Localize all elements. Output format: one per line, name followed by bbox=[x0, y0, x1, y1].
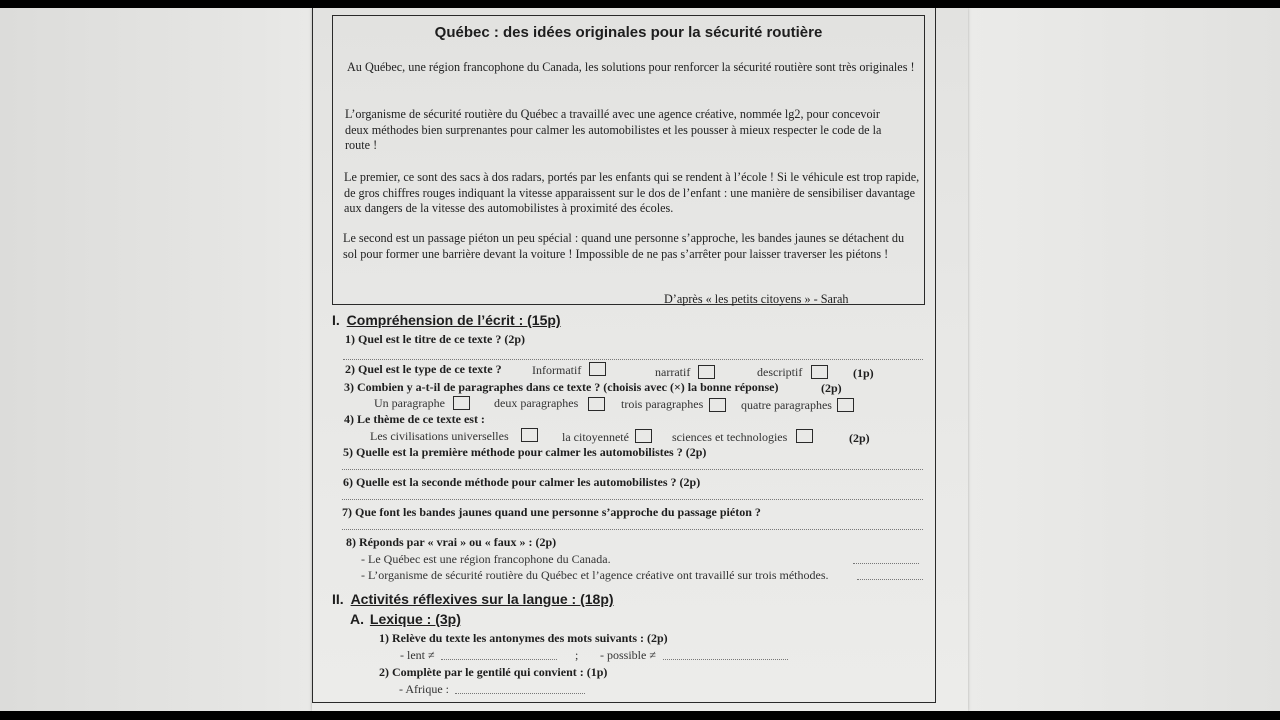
paragraph-2: L’organisme de sécurité routière du Québec a travaillé avec une agence créative, nommée lg2, pour concevoir deux méthodes bien surprenantes pour calmer les automobilistes et les pousser à mieux respecter le code de la route ! bbox=[345, 107, 882, 152]
lexique-question-2: 2) Complète par le gentilé qui convient : (1p) bbox=[379, 665, 608, 679]
passage-title: Québec : des idées originales pour la sécurité routière bbox=[434, 24, 823, 41]
section-2-heading bbox=[332, 591, 614, 607]
option-civilisations: Les civilisations universelles bbox=[370, 429, 509, 443]
checkbox-citoyennete[interactable] bbox=[635, 429, 652, 443]
antonym-separator: ; bbox=[575, 648, 579, 662]
checkbox-trois-paragraphes[interactable] bbox=[709, 398, 726, 412]
reading-passage-box bbox=[332, 15, 925, 305]
question-5: 5) Quelle est la première méthode pour calmer les automobilistes ? (2p) bbox=[343, 445, 707, 459]
section-1-heading bbox=[332, 312, 561, 328]
antonym-lent-line[interactable] bbox=[441, 659, 557, 660]
checkbox-un-paragraphe[interactable] bbox=[453, 396, 470, 410]
right-background bbox=[968, 8, 1280, 711]
answer-line-statement-1[interactable] bbox=[853, 563, 919, 564]
question-3: 3) Combien y a-t-il de paragraphes dans ce texte ? (choisis avec (×) la bonne réponse) bbox=[344, 380, 779, 394]
question-2: 2) Quel est le type de ce texte ? bbox=[345, 362, 502, 376]
option-deux-paragraphes: deux paragraphes bbox=[494, 396, 579, 410]
checkbox-sciences[interactable] bbox=[796, 429, 813, 443]
antonym-possible-line[interactable] bbox=[663, 659, 788, 660]
section-2-number: II. bbox=[332, 591, 344, 607]
answer-line-1[interactable] bbox=[343, 359, 923, 360]
subsection-a-title: Lexique : (3p) bbox=[369, 611, 461, 627]
gentile-afrique-line[interactable] bbox=[455, 693, 585, 694]
checkbox-deux-paragraphes[interactable] bbox=[588, 397, 605, 411]
question-1: 1) Quel est le titre de ce texte ? (2p) bbox=[345, 332, 526, 346]
antonym-lent-label: - lent ≠ bbox=[400, 648, 435, 662]
paragraph-1: Au Québec, une région francophone du Canada, les solutions pour renforcer la sécurité routière sont très originales ! bbox=[347, 60, 915, 74]
option-trois-paragraphes: trois paragraphes bbox=[621, 397, 704, 411]
question-7: 7) Que font les bandes jaunes quand une personne s’approche du passage piéton ? bbox=[342, 505, 761, 519]
statement-2: - L’organisme de sécurité routière du Québec et l’agence créative ont travaillé sur trois méthodes. bbox=[361, 568, 829, 582]
question-4-points: (2p) bbox=[849, 431, 870, 445]
checkbox-quatre-paragraphes[interactable] bbox=[837, 398, 854, 412]
checkbox-descriptif[interactable] bbox=[811, 365, 828, 379]
paragraph-3: Le premier, ce sont des sacs à dos radars, portés par les enfants qui se rendent à l’école ! Si le véhicule est trop rapide, de gros chiffres rouges indiquant la vitesse apparaissent sur le dos de l’enfant : une manière de sensibiliser davantage aux dangers de la vitesse des automobilistes à proximité des écoles. bbox=[344, 170, 920, 215]
question-8: 8) Réponds par « vrai » ou « faux » : (2p) bbox=[346, 535, 557, 549]
gentile-afrique-label: - Afrique : bbox=[399, 682, 449, 696]
question-3-points: (2p) bbox=[821, 381, 842, 395]
option-narratif: narratif bbox=[655, 365, 691, 379]
option-un-paragraphe: Un paragraphe bbox=[374, 396, 445, 410]
paragraph-4: Le second est un passage piéton un peu spécial : quand une personne s’approche, les bandes jaunes se détachent du sol pour former une barrière devant la voiture ! Impossible de ne pas s’arrêter pour laisser traverser les piétons ! bbox=[343, 231, 905, 261]
question-6: 6) Quelle est la seconde méthode pour calmer les automobilistes ? (2p) bbox=[343, 475, 701, 489]
answer-line-6[interactable] bbox=[342, 499, 923, 500]
option-citoyennete: la citoyenneté bbox=[562, 430, 629, 444]
option-descriptif: descriptif bbox=[757, 365, 803, 379]
option-quatre-paragraphes: quatre paragraphes bbox=[741, 398, 832, 412]
answer-line-5[interactable] bbox=[342, 469, 923, 470]
passage-source: D’après « les petits citoyens » - Sarah bbox=[664, 292, 849, 306]
checkbox-civilisations[interactable] bbox=[521, 428, 538, 442]
answer-line-7[interactable] bbox=[342, 529, 923, 530]
lexique-question-1: 1) Relève du texte les antonymes des mots suivants : (2p) bbox=[379, 631, 668, 645]
question-2-points: (1p) bbox=[853, 366, 874, 380]
subsection-a-number: A. bbox=[350, 611, 364, 627]
section-1-title: Compréhension de l’écrit : (15p) bbox=[346, 312, 561, 328]
subsection-a-heading bbox=[350, 611, 461, 627]
section-2-title: Activités réflexives sur la langue : (18p) bbox=[350, 591, 614, 607]
antonym-possible-label: - possible ≠ bbox=[600, 648, 656, 662]
checkbox-narratif[interactable] bbox=[698, 365, 715, 379]
statement-1: - Le Québec est une région francophone du Canada. bbox=[361, 552, 611, 566]
question-4: 4) Le thème de ce texte est : bbox=[344, 412, 485, 426]
page-frame bbox=[312, 8, 936, 703]
option-informatif: Informatif bbox=[532, 363, 582, 377]
exam-sheet bbox=[312, 8, 968, 711]
checkbox-informatif[interactable] bbox=[589, 362, 606, 376]
section-1-number: I. bbox=[332, 312, 340, 328]
photo-background bbox=[0, 8, 1280, 711]
answer-line-statement-2[interactable] bbox=[857, 579, 923, 580]
option-sciences: sciences et technologies bbox=[672, 430, 788, 444]
